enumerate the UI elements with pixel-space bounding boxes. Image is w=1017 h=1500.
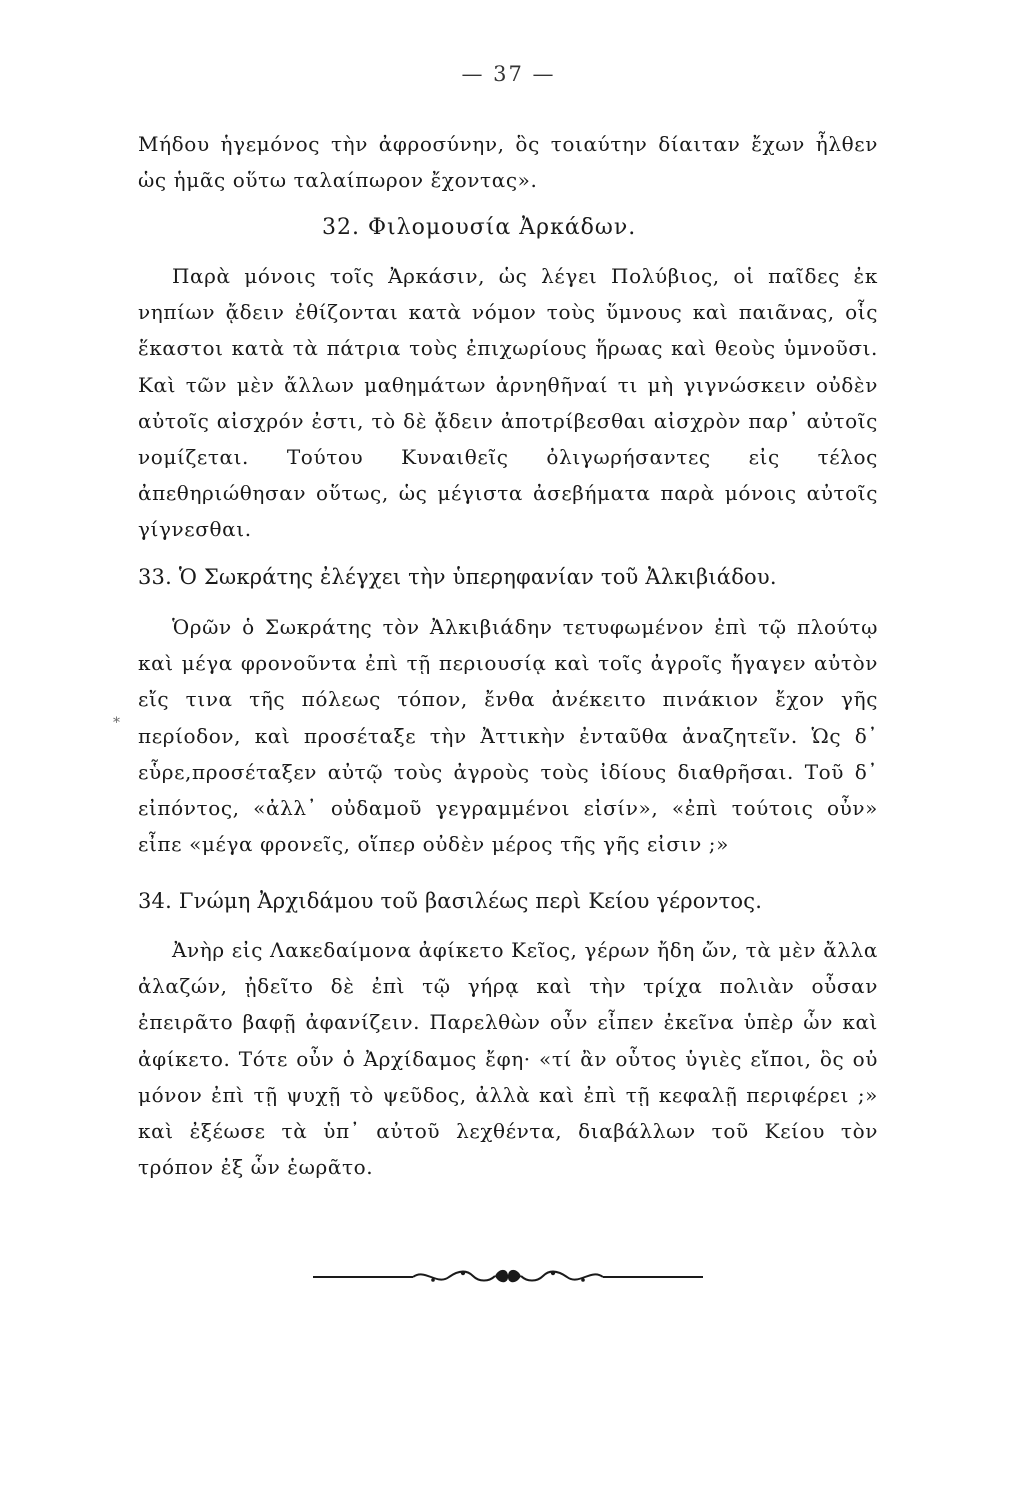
heading-section-32: 32. Φιλομουσία Ἀρκάδων. [322, 215, 637, 240]
heading-section-34: 34. Γνώμη Ἀρχιδάμου τοῦ βασιλέως περὶ Κείου γέροντος. [138, 889, 763, 913]
page-number: — 37 — [461, 62, 556, 86]
decorative-rule-icon [313, 1264, 703, 1294]
paragraph-socrates: Ὁρῶν ὁ Σωκράτης τὸν Ἀλκιβιάδην τετυφωμένον ἐπὶ τῷ πλούτῳ καὶ μέγα φρονοῦντα ἐπὶ τῇ περιουσίᾳ καὶ τοῖς ἀγροῖς ἤγαγεν αὐτὸν εἴς τινα τῆς πόλεως τόπον, ἔνθα ἀνέκειτο πινάκιον ἔχον γῆς περίοδον, καὶ προσέταξε τὴν Ἀττικὴν ἐνταῦθα ἀναζητεῖν. Ὡς δ᾽ εὗρε,προσέταξεν αὐτῷ τοὺς ἀγροὺς τοὺς ἰδίους διαθρῆσαι. Τοῦ δ᾽ εἰπόντος, «ἀλλ᾽ οὐδαμοῦ γεγραμμένοι εἰσίν», «ἐπὶ τούτοις οὖν» εἶπε «μέγα φρονεῖς, οἵπερ οὐδὲν μέρος τῆς γῆς εἰσιν ;» [138, 615, 878, 857]
margin-mark: * [113, 715, 120, 731]
heading-section-33: 33. Ὁ Σωκράτης ἐλέγχει τὴν ὑπερηφανίαν τοῦ Ἀλκιβιάδου. [138, 565, 777, 589]
paragraph-continuation: Μήδου ἡγεμόνος τὴν ἀφροσύνην, ὃς τοιαύτην δίαιταν ἔχων ἦλθεν ὡς ἡμᾶς οὕτω ταλαίπωρον ἔχοντας». [138, 132, 878, 193]
paragraph-archidamus: Ἀνὴρ εἰς Λακεδαίμονα ἀφίκετο Κεῖος, γέρων ἤδη ὤν, τὰ μὲν ἄλλα ἀλαζών, ᾐδεῖτο δὲ ἐπὶ τῷ γήρᾳ καὶ τὴν τρίχα πολιὰν οὖσαν ἐπειρᾶτο βαφῇ ἀφανίζειν. Παρελθὼν οὖν εἶπεν ἐκεῖνα ὑπὲρ ὧν καὶ ἀφίκετο. Τότε οὖν ὁ Ἀρχίδαμος ἔφη· «τί ἂν οὗτος ὑγιὲς εἴποι, ὃς οὐ μόνον ἐπὶ τῇ ψυχῇ τὸ ψεῦδος, ἀλλὰ καὶ ἐπὶ τῇ κεφαλῇ περιφέρει ;» καὶ ἐξέωσε τὰ ὑπ᾽ αὐτοῦ λεχθέντα, διαβάλλων τοῦ Κείου τὸν τρόπον ἐξ ὧν ἑωρᾶτο. [138, 938, 878, 1180]
paragraph-arcadians: Παρὰ μόνοις τοῖς Ἀρκάσιν, ὡς λέγει Πολύβιος, οἱ παῖδες ἐκ νηπίων ᾄδειν ἐθίζονται κατὰ νόμον τοὺς ὕμνους καὶ παιᾶνας, οἷς ἕκαστοι κατὰ τὰ πάτρια τοὺς ἐπιχωρίους ἥρωας καὶ θεοὺς ὑμνοῦσι. Καὶ τῶν μὲν ἄλλων μαθημάτων ἀρνηθῆναί τι μὴ γιγνώσκειν οὐδὲν αὐτοῖς αἰσχρόν ἐστι, τὸ δὲ ᾄδειν ἀποτρίβεσθαι αἰσχρὸν παρ᾽ αὐτοῖς νομίζεται. Τούτου Κυναιθεῖς ὀλιγωρήσαντες εἰς τέλος ἀπεθηριώθησαν οὕτως, ὡς μέγιστα ἀσεβήματα παρὰ μόνοις αὐτοῖς γίγνεσθαι. [138, 264, 878, 542]
